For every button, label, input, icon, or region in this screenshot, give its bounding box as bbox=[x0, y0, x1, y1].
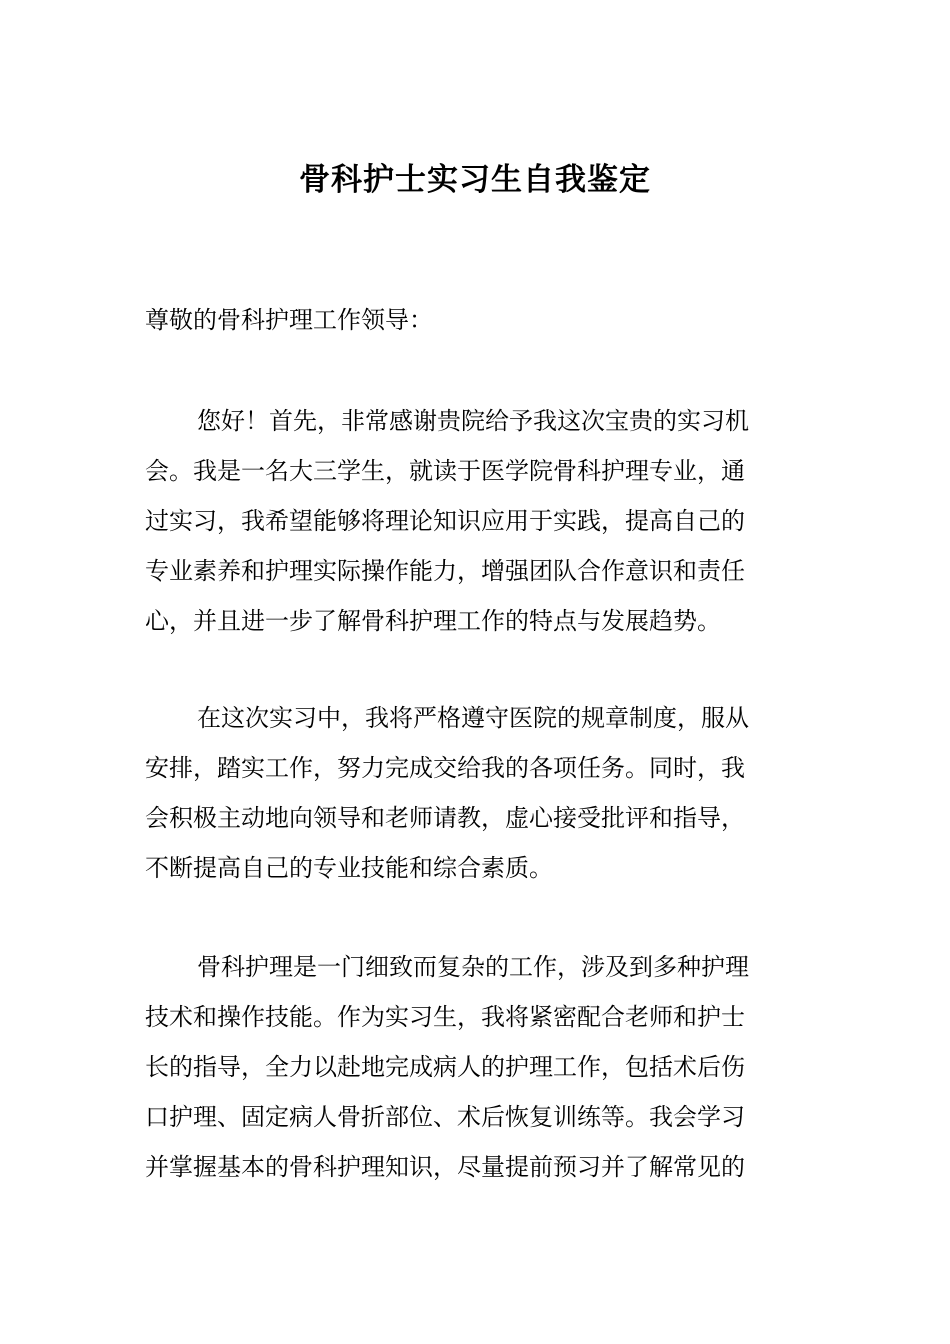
salutation: 尊敬的骨科护理工作领导： bbox=[145, 306, 433, 334]
paragraph-line: 在这次实习中，我将严格遵守医院的规章制度，服从 bbox=[197, 704, 749, 732]
paragraph-line: 技术和操作技能。作为实习生，我将紧密配合老师和护士 bbox=[145, 1003, 745, 1031]
paragraph-1 bbox=[145, 396, 807, 646]
paragraph-line: 骨科护理是一门细致而复杂的工作，涉及到多种护理 bbox=[197, 953, 749, 981]
paragraph-line: 安排，踏实工作，努力完成交给我的各项任务。同时，我 bbox=[145, 754, 745, 782]
paragraph-line: 过实习，我希望能够将理论知识应用于实践，提高自己的 bbox=[145, 507, 745, 535]
paragraph-line: 并掌握基本的骨科护理知识，尽量提前预习并了解常见的 bbox=[145, 1153, 745, 1181]
paragraph-line: 长的指导，全力以赴地完成病人的护理工作，包括术后伤 bbox=[145, 1053, 745, 1081]
paragraph-3 bbox=[145, 942, 807, 1192]
paragraph-line: 您好！首先，非常感谢贵院给予我这次宝贵的实习机 bbox=[197, 407, 749, 435]
paragraph-line: 口护理、固定病人骨折部位、术后恢复训练等。我会学习 bbox=[145, 1103, 745, 1131]
document-title: 骨科护士实习生自我鉴定 bbox=[299, 162, 651, 198]
paragraph-line: 会积极主动地向领导和老师请教，虚心接受批评和指导， bbox=[145, 804, 745, 832]
paragraph-2 bbox=[145, 693, 807, 893]
paragraph-line: 不断提高自己的专业技能和综合素质。 bbox=[145, 854, 553, 882]
paragraph-line: 心，并且进一步了解骨科护理工作的特点与发展趋势。 bbox=[145, 607, 721, 635]
paragraph-line: 会。我是一名大三学生，就读于医学院骨科护理专业，通 bbox=[145, 457, 745, 485]
paragraph-line: 专业素养和护理实际操作能力，增强团队合作意识和责任 bbox=[145, 557, 745, 585]
